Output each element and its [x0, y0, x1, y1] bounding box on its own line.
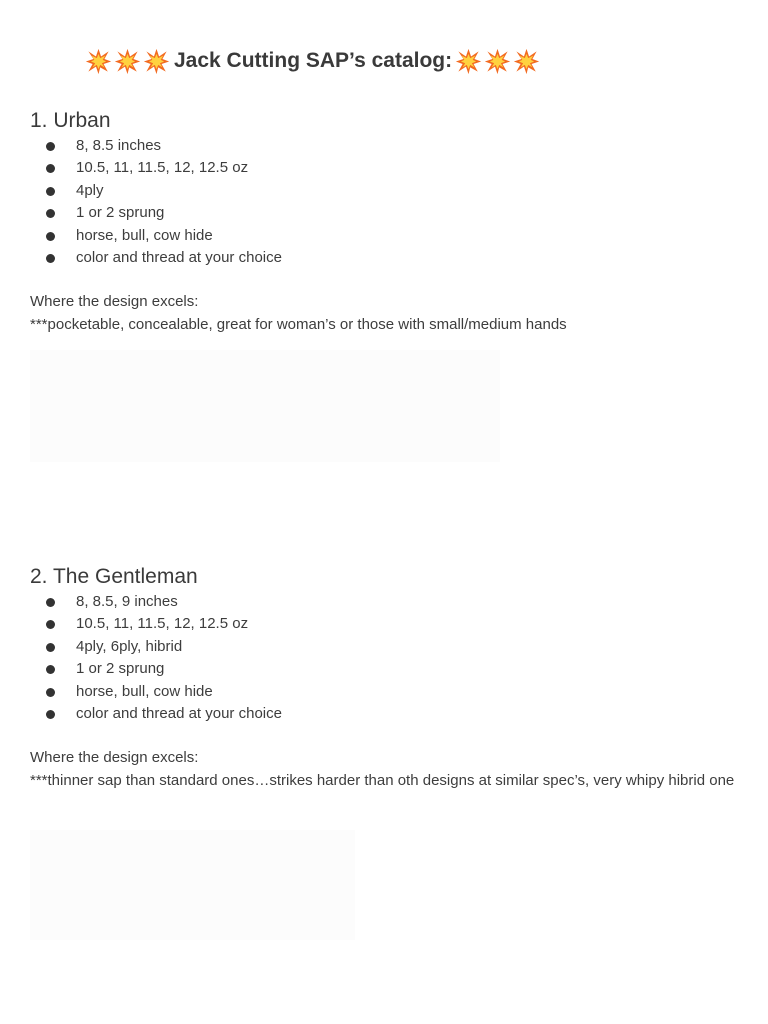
section-urban: [30, 107, 740, 336]
excels-block: [30, 747, 740, 792]
bullet-icon: [46, 710, 55, 719]
list-item: 4ply: [30, 180, 740, 202]
list-item: 8, 8.5, 9 inches: [30, 591, 740, 613]
excels-label: Where the design excels:: [30, 749, 199, 767]
list-item: color and thread at your choice: [30, 247, 740, 269]
bullet-icon: [46, 164, 55, 173]
list-item: 1 or 2 sprung: [30, 202, 740, 224]
bullet-icon: [46, 598, 55, 607]
list-item: 10.5, 11, 11.5, 12, 12.5 oz: [30, 613, 740, 635]
title-text: Jack Cutting SAP’s catalog:: [174, 49, 453, 72]
list-item: horse, bull, cow hide: [30, 681, 740, 703]
section-the-gentleman: [30, 563, 740, 792]
list-item: 8, 8.5 inches: [30, 135, 740, 157]
bullet-icon: [46, 142, 55, 151]
excels-label: Where the design excels:: [30, 293, 199, 311]
list-item: 10.5, 11, 11.5, 12, 12.5 oz: [30, 157, 740, 179]
collision-burst-icon: [143, 48, 170, 75]
excels-text: ***thinner sap than standard ones…strikes harder than oth designs at similar spec’s, very whipy hibrid one: [30, 771, 735, 789]
spec-list: [30, 135, 740, 269]
list-item: color and thread at your choice: [30, 703, 740, 725]
list-item: 4ply, 6ply, hibrid: [30, 636, 740, 658]
bullet-icon: [46, 254, 55, 263]
collision-burst-icon: [513, 48, 540, 75]
bullet-icon: [46, 209, 55, 218]
collision-burst-icon: [484, 48, 511, 75]
bullet-icon: [46, 620, 55, 629]
bullet-icon: [46, 688, 55, 697]
section-heading: 2. The Gentleman: [30, 565, 198, 588]
product-image-placeholder: [30, 350, 500, 462]
excels-text: ***pocketable, concealable, great for woman’s or those with small/medium hands: [30, 315, 567, 333]
product-image-placeholder: [30, 830, 355, 940]
collision-burst-icon: [85, 48, 112, 75]
document-title: [85, 45, 542, 77]
excels-block: [30, 291, 740, 336]
section-heading: 1. Urban: [30, 109, 111, 132]
list-item: horse, bull, cow hide: [30, 225, 740, 247]
collision-burst-icon: [455, 48, 482, 75]
spec-list: [30, 591, 740, 725]
bullet-icon: [46, 232, 55, 241]
collision-burst-icon: [114, 48, 141, 75]
bullet-icon: [46, 665, 55, 674]
bullet-icon: [46, 187, 55, 196]
bullet-icon: [46, 643, 55, 652]
list-item: 1 or 2 sprung: [30, 658, 740, 680]
